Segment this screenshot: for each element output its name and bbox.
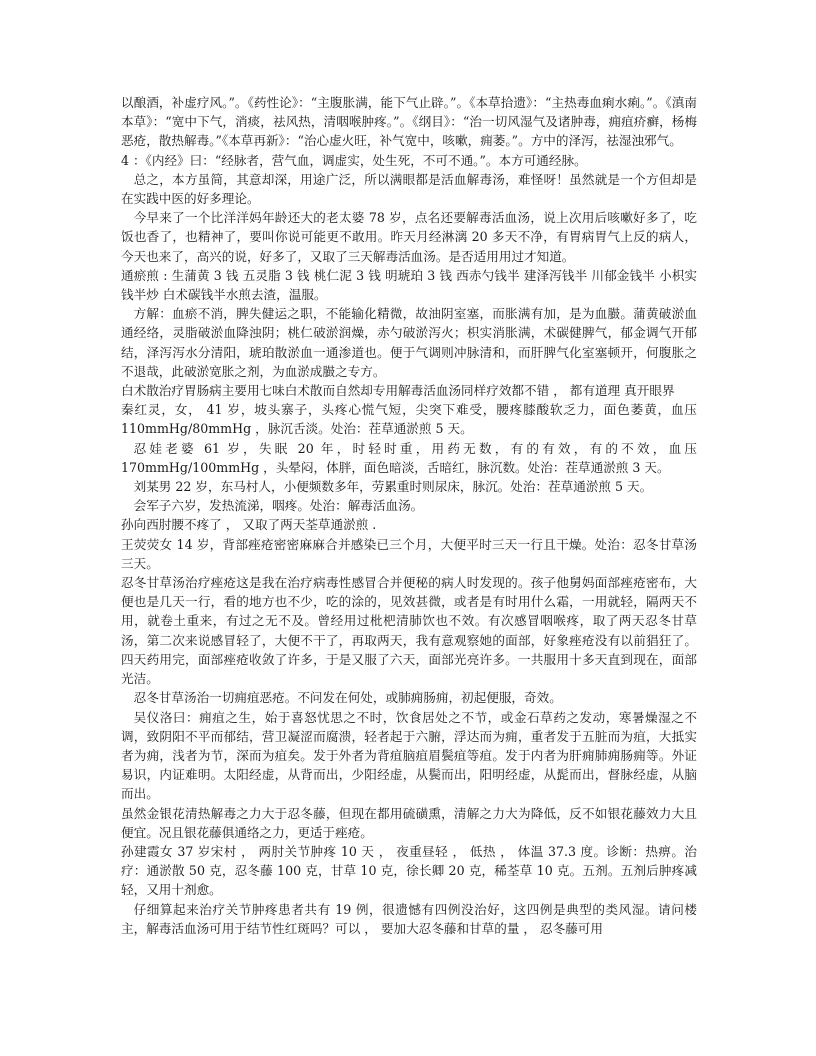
case-paragraph: 孙向西肘腰不疼了 ， 又取了两天荃草通淤煎 . <box>121 517 377 533</box>
document-page <box>121 93 697 938</box>
case-paragraph: 忍娃老婆 61 岁，失眠 20 年，时轻时重，用药无数，有的有效，有的不效，血压170mmHg/100mmHg ，头晕闷，体胖，面色暗淡，舌暗红，脉沉数。处治：茬草通淤煎 3 天。 <box>121 440 697 475</box>
paragraph: 虽然金银花清热解毒之力大于忍冬藤，但现在都用硫磺熏，清解之力大为降低，反不如银花藤效力大且便宜。况且银花藤俱通络之力，更适于痤疮。 <box>121 805 697 840</box>
paragraph: 总之，本方虽简，其意却深，用途广泛，所以满眼都是活血解毒汤，难怪呀！虽然就是一个方但却是在实践中医的好多理论。 <box>121 171 697 207</box>
case-paragraph: 孙建霞女 37 岁宋村 ， 两肘关节肿疼 10 天 ， 夜重昼轻 ， 低热 ， 体温 37.3 度。诊断：热痹。治疗：通淤散 50 克，忍冬藤 100 克，甘草 10 克，徐长卿 20 克，稀荃草 10 克。五剂。五剂后肿疼减轻，又用十剂愈。 <box>121 843 697 898</box>
prescription-paragraph: 通瘀煎 : 生蒲黄 3 钱 五灵脂 3 钱 桃仁泥 3 钱 明琥珀 3 钱 西赤勺钱半 建泽泻钱半 川郁金钱半 小枳实钱半炒 白术碳钱半水煎去渣，温服。 <box>121 267 697 303</box>
paragraph: 4 ：《内经》曰：“经脉者，营气血，调虚实，处生死，不可不通。”。本方可通经脉。 <box>121 152 587 168</box>
case-paragraph: 王荧荧女 14 岁，背部痤疮密密麻麻合并感染已三个月，大便平时三天一行且干燥。处治：忍冬甘草汤三天。 <box>121 536 697 571</box>
paragraph: 以酿酒，补虚疗风。”。《药性论》：“主腹胀满，能下气止辟。”。《本草拾遗》：“主热毒血痢水痢。”。《滇南本草》：“宽中下气，消痰，祛风热，清咽喉肿疼。”。《纲目》：“治一切风湿气及诸肿毒，痈疽疥癣，杨梅恶疮，散热解毒。”《本草再新》：“治心虚火旺，补气宽中，咳嗽，痈萎。”。方中的泽泻，祛湿浊邪气。 <box>121 95 697 149</box>
case-paragraph: 刘某男 22 岁，东马村人，小便频数多年，劳累重时则尿床，脉沉。处治：茬草通淤煎 5 天。 <box>133 479 653 495</box>
paragraph: 方解：血瘀不消，脾失健运之职，不能输化精微，故油阴室塞，而胀满有加，是为血臌。蒲黄破淤血通经络，灵脂破淤血降浊阴；桃仁破淤润燥，赤勺破淤泻火；枳实消胀满，术碳健脾气，郁金调气开郁结，泽泻泻水分清阳，琥珀散淤血一通渗道也。便于气调则冲脉清和，而肝脾气化室塞顿开，何腹胀之不退哉，此破淤宽胀之剂，为血淤成臌之专方。 <box>121 306 697 379</box>
case-paragraph: 秦红灵，女， 41 岁，坡头寨子，头疼心慌气短，尖突下难受，腰疼膝酸软乏力，面色萎黄，血压 110mmHg/80mmHg ，脉沉舌淡。处治：茬草通淤煎 5 天。 <box>121 402 697 437</box>
paragraph: 吴仪洛曰：痈疽之生，始于喜怒忧思之不时，饮食居处之不节，或金石草药之发动，寒暑燥湿之不调，致阴阳不平而郁结，营卫凝涩而腐溃，轻者起于六腑，浮达而为痈，重者发于五脏而为疽，大抵实者为痈，浅者为节，深而为疽矣。发于外者为背疽脑疽眉鬓疽等疽。发于内者为肝痈肺痈肠痈等。外证易识，内证难明。太阳经虚，从背而出，少阳经虚，从鬓而出，阳明经虚，从髭而出，督脉经虚，从脑而出。 <box>121 709 697 802</box>
paragraph: 白术散治疗胃肠病主要用七味白术散而自然却专用解毒活血汤同样疗效都不错 ， 都有道理 真开眼界 <box>121 383 675 399</box>
case-paragraph: 会军子六岁，发热流涕，咽疼。处治：解毒活血汤。 <box>133 498 424 514</box>
paragraph: 忍冬甘草汤治一切痈疽恶疮。不问发在何处，或肺痈肠痈，初起便服，奇效。 <box>133 690 562 706</box>
paragraph: 仔细算起来治疗关节肿疼患者共有 19 例，很遗憾有四例没治好，这四例是典型的类风湿。请问楼主，解毒活血汤可用于结节性红斑吗？可以 ， 要加大忍冬藤和甘草的量 ， 忍冬藤可用 <box>121 901 697 936</box>
paragraph: 忍冬甘草汤治疗痤疮这是我在治疗病毒性感冒合并便秘的病人时发现的。孩子他舅妈面部痤疮密布，大便也是几天一行，看的地方也不少，吃的涂的，见效甚微，或者是有时用什么霜，一用就轻，隔两天不用，就卷土重来，有过之无不及。曾经用过枇杷清肺饮也不效。有次感冒咽喉疼，取了两天忍冬甘草汤，第二次来说感冒轻了，大便不干了，再取两天，我有意观察她的面部，好象痤疮没有以前猖狂了。四天药用完，面部痤疮收敛了许多，于是又服了六天，面部光亮许多。一共服用十多天直到现在，面部光洁。 <box>121 575 697 687</box>
paragraph: 今早来了一个比洋洋妈年龄还大的老太婆 78 岁，点名还要解毒活血汤，说上次用后咳嗽好多了，吃饭也香了，也精神了，要叫你说可能更不敢用。昨天月经淋漓 20 多天不净，有胃病胃气上反的病人，今天也来了，高兴的说，好多了，又取了三天解毒活血汤。是否适用用过才知道。 <box>121 210 697 264</box>
